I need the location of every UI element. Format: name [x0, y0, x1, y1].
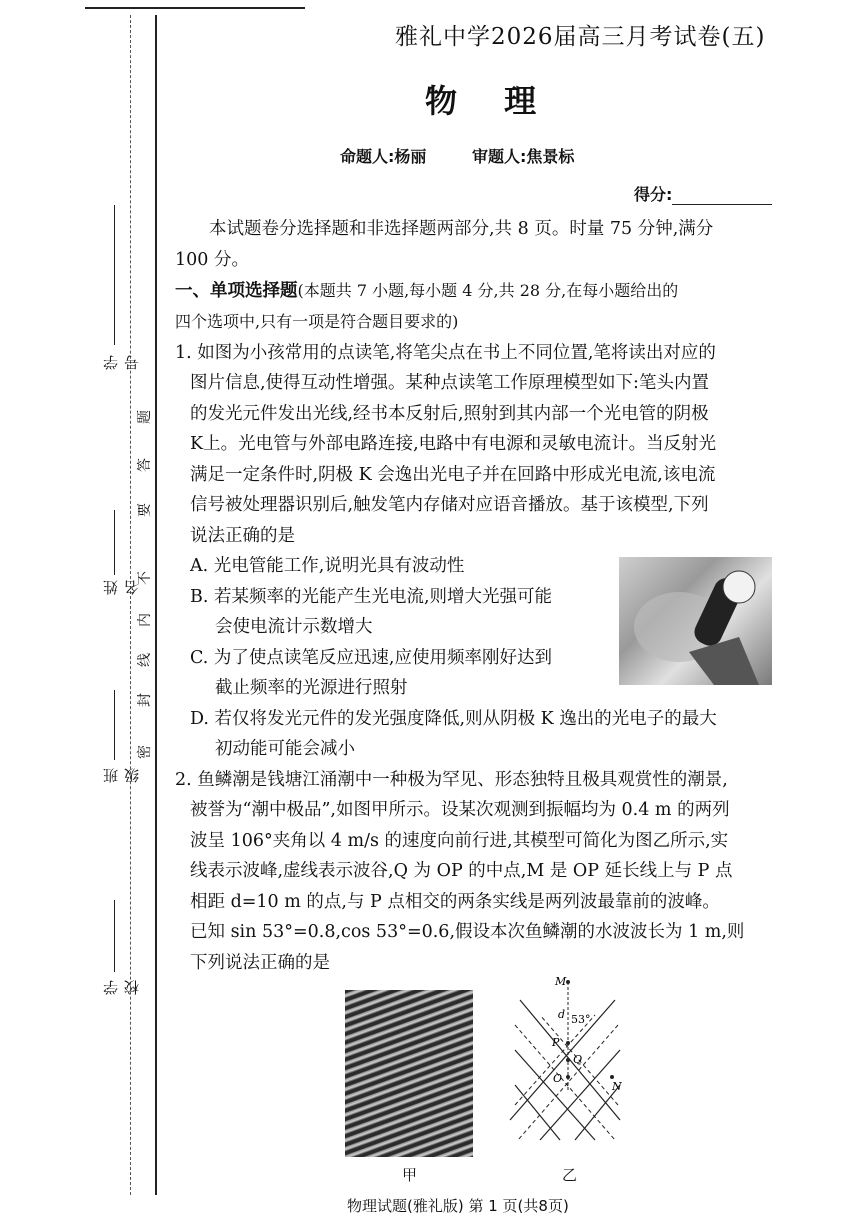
score-blank[interactable]	[672, 190, 772, 205]
q2-line: 2. 鱼鳞潮是钱塘江涌潮中一种极为罕见、形态独特且极具观赏性的潮景,	[175, 770, 728, 790]
seal-char: 内	[137, 613, 153, 627]
score-label: 得分:	[634, 185, 673, 204]
q2-line: 波呈 106°夹角以 4 m/s 的速度向前行进,其模型可简化为图乙所示,实	[190, 831, 729, 851]
section-note-2: 四个选项中,只有一项是符合题目要求的)	[175, 312, 459, 331]
q2-line: 线表示波峰,虚线表示波谷,Q 为 OP 的中点,M 是 OP 延长线上与 P 点	[190, 861, 733, 881]
wave-diagram	[500, 970, 640, 1165]
q1-line: 的发光元件发出光线,经书本反射后,照射到其内部一个光电管的阴极	[190, 404, 709, 424]
fish-scale-tide-photo	[345, 990, 473, 1157]
q1-option-b: B. 若某频率的光能产生光电流,则增大光强可能	[190, 587, 553, 607]
label-m: M	[555, 975, 567, 988]
section-heading	[175, 276, 785, 307]
score-field	[634, 182, 772, 205]
label-n: N	[612, 1080, 622, 1093]
label-d: d	[558, 1008, 566, 1021]
label-o: O	[553, 1072, 563, 1085]
q1-option-c-cont: 截止频率的光源进行照射	[215, 678, 408, 698]
section-note: (本题共 7 小题,每小题 4 分,共 28 分,在每小题给出的	[297, 281, 679, 300]
intro-line-2: 100 分。	[175, 250, 249, 270]
q2-line: 下列说法正确的是	[190, 953, 330, 973]
q1-line: 图片信息,使得互动性增强。某种点读笔工作原理模型如下:笔头内置	[190, 373, 709, 393]
reading-pen-illustration	[619, 557, 772, 685]
q1-option-a: A. 光电管能工作,说明光具有波动性	[190, 556, 465, 576]
school-label: 学 校	[102, 980, 141, 995]
seal-dashed-line	[130, 15, 131, 1195]
caption-a: 甲	[402, 1166, 418, 1184]
intro-line-1: 本试题卷分选择题和非选择题两部分,共 8 页。时量 75 分钟,满分	[209, 219, 714, 239]
q1-line: 说法正确的是	[190, 526, 295, 546]
setter: 命题人:杨丽	[340, 147, 427, 166]
seal-char: 密	[137, 745, 153, 759]
q2-line: 被誉为“潮中极品”,如图甲所示。设某次观测到振幅均为 0.4 m 的两列	[190, 800, 730, 820]
seal-char: 线	[137, 653, 153, 667]
q1-option-d-cont: 初动能可能会减小	[215, 739, 355, 759]
class-line[interactable]	[114, 690, 115, 760]
label-angle: 53°	[571, 1013, 591, 1026]
name-line[interactable]	[114, 510, 115, 575]
exam-title: 雅礼中学2026届高三月考试卷(五)	[395, 24, 766, 50]
binding-line	[155, 15, 157, 1195]
q2-line: 已知 sin 53°=0.8,cos 53°=0.6,假设本次鱼鳞潮的水波波长为 1 m,则	[190, 922, 745, 942]
id-label: 学 号	[102, 355, 141, 370]
q1-line: K上。光电管与外部电路连接,电路中有电源和灵敏电流计。当反射光	[190, 434, 717, 454]
seal-char: 封	[137, 693, 153, 707]
reviewer: 审题人:焦景标	[471, 147, 575, 166]
seal-char: 答	[137, 458, 153, 472]
id-line[interactable]	[114, 205, 115, 345]
label-q: Q	[573, 1053, 583, 1066]
q1-option-c: C. 为了使点读笔反应迅速,应使用频率刚好达到	[190, 648, 552, 668]
subject-title: 物 理	[425, 82, 555, 120]
q1-option-b-cont: 会使电流计示数增大	[215, 617, 373, 637]
seal-char: 题	[137, 410, 153, 424]
seal-char: 要	[137, 503, 153, 517]
q1-line: 1. 如图为小孩常用的点读笔,将笔尖点在书上不同位置,笔将读出对应的	[175, 343, 716, 363]
q1-line: 满足一定条件时,阴极 K 会逸出光电子并在回路中形成光电流,该电流	[190, 465, 716, 485]
page-footer: 物理试题(雅礼版) 第 1 页(共8页)	[347, 1197, 569, 1215]
name-label: 姓 名	[102, 580, 141, 595]
seal-char: 不	[137, 571, 153, 585]
reading-pen-photo	[619, 557, 772, 685]
section-title: 一、单项选择题	[175, 281, 298, 301]
q1-line: 信号被处理器识别后,触发笔内存储对应语音播放。基于该模型,下列	[190, 495, 709, 515]
school-line[interactable]	[114, 900, 115, 972]
top-rule	[85, 7, 305, 9]
q1-option-d: D. 若仅将发光元件的发光强度降低,则从阴极 K 逸出的光电子的最大	[190, 709, 717, 729]
authors	[340, 144, 614, 167]
class-label: 班 级	[102, 768, 141, 783]
q2-line: 相距 d=10 m 的点,与 P 点相交的两条实线是两列波最靠前的波峰。	[190, 892, 720, 912]
caption-b: 乙	[562, 1166, 578, 1184]
label-p: P	[552, 1036, 560, 1049]
